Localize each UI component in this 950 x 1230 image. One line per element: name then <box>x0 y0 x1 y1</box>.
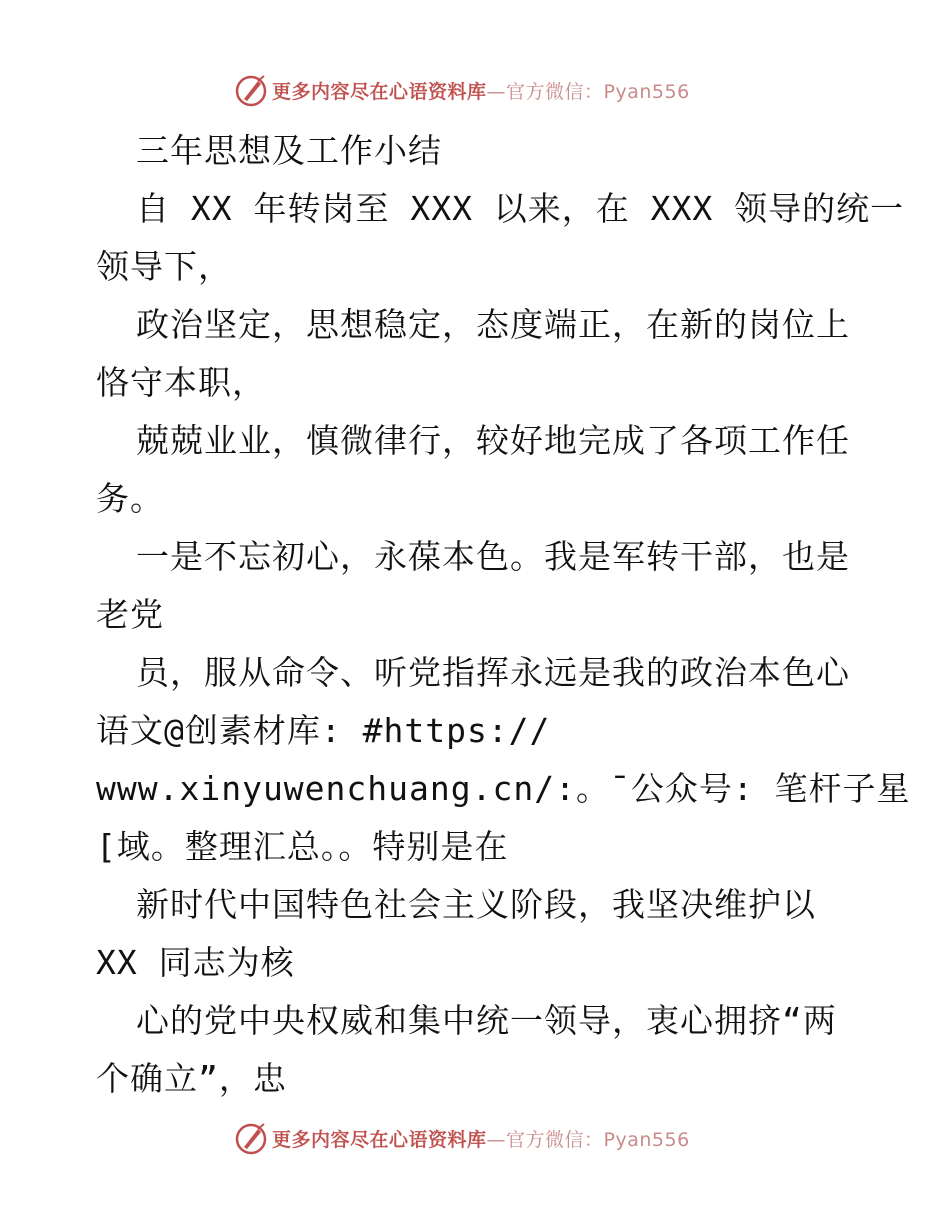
header-watermark-text: 更多内容尽在心语资料库—官方微信：Pyan556 <box>272 80 690 103</box>
quill-pen-logo-icon <box>234 1121 268 1155</box>
document-title: 三年思想及工作小结 <box>136 131 442 170</box>
header-watermark <box>234 70 690 110</box>
text-line: 员，服从命令、听党指挥永远是我的政治本色心 <box>136 653 850 692</box>
document-body <box>96 122 911 1108</box>
text-line: 恪守本职， <box>96 363 266 402</box>
text-line: 务。 <box>96 479 164 518</box>
footer-watermark-text: 更多内容尽在心语资料库—官方微信：Pyan556 <box>272 1128 690 1151</box>
text-line: www.xinyuwenchuang.cn/:。¯公众号: 笔杆子星 <box>96 769 911 808</box>
text-line: 语文@创素材库: #https:// <box>96 711 551 750</box>
text-line: 老党 <box>96 595 164 634</box>
text-line: XX 同志为核 <box>96 943 295 982</box>
quill-pen-logo-icon <box>234 73 268 107</box>
text-line: 新时代中国特色社会主义阶段，我坚决维护以 <box>136 885 816 924</box>
text-line: 个确立”，忠 <box>96 1059 287 1098</box>
text-line: 政治坚定，思想稳定，态度端正，在新的岗位上 <box>136 305 850 344</box>
text-line: 自 XX 年转岗至 XXX 以来，在 XXX 领导的统一 <box>136 189 905 228</box>
text-line: [域。整理汇总。。特别是在 <box>96 827 509 866</box>
text-line: 兢兢业业，慎微律行，较好地完成了各项工作任 <box>136 421 850 460</box>
text-line: 领导下， <box>96 247 232 286</box>
footer-watermark <box>234 1118 690 1158</box>
text-line: 心的党中央权威和集中统一领导，衷心拥挤“两 <box>136 1001 837 1040</box>
text-line: 一是不忘初心，永葆本色。我是军转干部，也是 <box>136 537 850 576</box>
